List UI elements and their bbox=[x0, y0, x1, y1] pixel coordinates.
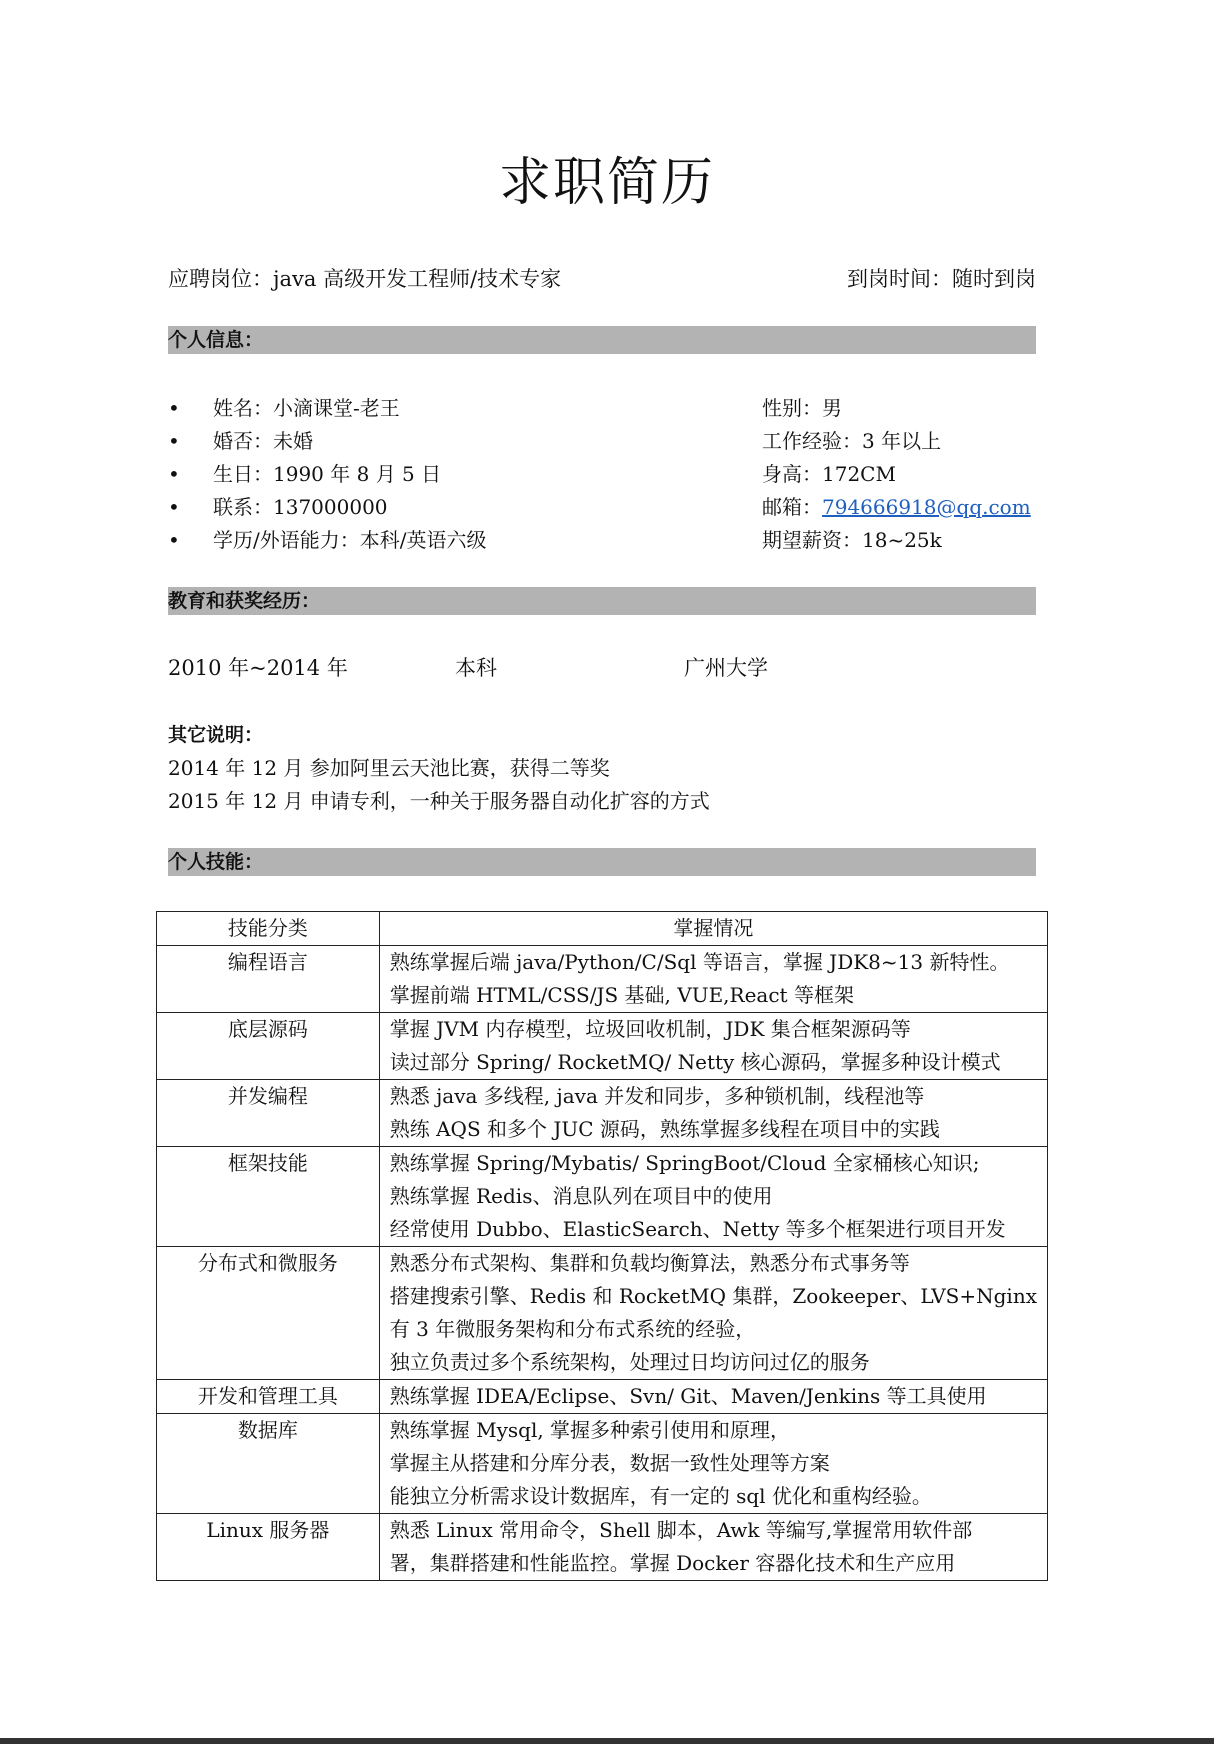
skill-category: 框架技能 bbox=[157, 1147, 380, 1247]
skill-line: 有 3 年微服务架构和分布式系统的经验， bbox=[389, 1317, 756, 1341]
other-note: 2014 年 12 月 参加阿里云天池比赛，获得二等奖 bbox=[168, 756, 610, 780]
skill-description bbox=[379, 1013, 1047, 1080]
info-experience-label: 工作经验： bbox=[762, 429, 862, 453]
skill-line: 搭建搜索引擎、Redis 和 RocketMQ 集群，Zookeeper、LVS+Nginx bbox=[389, 1284, 1037, 1308]
info-experience-value: 3 年以上 bbox=[862, 429, 942, 453]
skill-description bbox=[379, 1147, 1047, 1247]
skills-table bbox=[156, 911, 1048, 1581]
skill-description bbox=[379, 946, 1047, 1013]
bullet: • bbox=[168, 396, 180, 420]
skill-line: 掌握主从搭建和分库分表，数据一致性处理等方案 bbox=[389, 1451, 830, 1475]
education-period: 2010 年~2014 年 bbox=[168, 656, 348, 680]
skill-category: 数据库 bbox=[157, 1414, 380, 1514]
table-row bbox=[157, 1147, 1048, 1247]
skill-line: 熟悉 java 多线程, java 并发和同步，多种锁机制，线程池等 bbox=[389, 1084, 925, 1108]
page-title: 求职简历 bbox=[498, 153, 715, 213]
info-contact: 联系：137000000 bbox=[213, 495, 388, 519]
skill-line: 熟练掌握 Redis、消息队列在项目中的使用 bbox=[389, 1184, 773, 1208]
skill-category: 编程语言 bbox=[157, 946, 380, 1013]
skill-line: 熟悉 Linux 常用命令，Shell 脚本，Awk 等编写,掌握常用软件部 bbox=[389, 1518, 973, 1542]
info-gender bbox=[762, 392, 842, 425]
info-row-marital bbox=[168, 425, 1036, 458]
info-gender-value: 男 bbox=[822, 396, 842, 420]
bullet: • bbox=[168, 528, 180, 552]
info-height-label: 身高： bbox=[762, 462, 822, 486]
header-proficiency: 掌握情况 bbox=[379, 912, 1047, 946]
job-target: 应聘岗位：java 高级开发工程师/技术专家 bbox=[168, 267, 562, 291]
skill-line: 熟练 AQS 和多个 JUC 源码，熟练掌握多线程在项目中的实践 bbox=[389, 1117, 940, 1141]
personal-info-list bbox=[168, 392, 1036, 557]
info-experience bbox=[762, 425, 941, 458]
table-row bbox=[157, 1080, 1048, 1147]
bullet: • bbox=[168, 462, 180, 486]
bullet: • bbox=[168, 495, 180, 519]
skill-category: 分布式和微服务 bbox=[157, 1247, 380, 1380]
info-marital: 婚否：未婚 bbox=[213, 429, 313, 453]
table-row bbox=[157, 946, 1048, 1013]
email-link[interactable]: 794666918@qq.com bbox=[822, 495, 1031, 519]
skill-description bbox=[379, 1380, 1047, 1414]
header-category: 技能分类 bbox=[157, 912, 380, 946]
page-bottom-bar bbox=[0, 1738, 1214, 1744]
skill-line: 熟练掌握 Mysql, 掌握多种索引使用和原理， bbox=[389, 1418, 791, 1442]
skill-line: 熟练掌握 Spring/Mybatis/ SpringBoot/Cloud 全家桶核心知识; bbox=[389, 1151, 980, 1175]
info-salary-label: 期望薪资： bbox=[762, 528, 862, 552]
info-height-value: 172CM bbox=[822, 462, 896, 486]
info-row-birthday bbox=[168, 458, 1036, 491]
table-row bbox=[157, 1514, 1048, 1581]
table-row bbox=[157, 1414, 1048, 1514]
table-row bbox=[157, 1380, 1048, 1414]
info-email-label: 邮箱： bbox=[762, 495, 822, 519]
table-row bbox=[157, 1247, 1048, 1380]
info-row-contact bbox=[168, 491, 1036, 524]
skill-line: 读过部分 Spring/ RocketMQ/ Netty 核心源码，掌握多种设计模式 bbox=[389, 1050, 1001, 1074]
info-row-education bbox=[168, 524, 1036, 557]
info-education: 学历/外语能力：本科/英语六级 bbox=[213, 528, 487, 552]
skill-description bbox=[379, 1247, 1047, 1380]
skill-line: 署，集群搭建和性能监控。掌握 Docker 容器化技术和生产应用 bbox=[389, 1551, 956, 1575]
skill-description bbox=[379, 1080, 1047, 1147]
other-note: 2015 年 12 月 申请专利，一种关于服务器自动化扩容的方式 bbox=[168, 789, 710, 813]
skill-line: 熟悉分布式架构、集群和负载均衡算法，熟悉分布式事务等 bbox=[389, 1251, 910, 1275]
skill-line: 掌握 JVM 内存模型，垃圾回收机制，JDK 集合框架源码等 bbox=[389, 1017, 911, 1041]
section-education: 教育和获奖经历： bbox=[168, 587, 1036, 615]
info-salary-value: 18~25k bbox=[862, 528, 942, 552]
table-row bbox=[157, 1013, 1048, 1080]
section-skills: 个人技能： bbox=[168, 848, 1036, 876]
info-name: 姓名：小滴课堂-老王 bbox=[213, 396, 400, 420]
bullet: • bbox=[168, 429, 180, 453]
skill-category: 并发编程 bbox=[157, 1080, 380, 1147]
info-salary bbox=[762, 524, 942, 557]
skill-line: 掌握前端 HTML/CSS/JS 基础, VUE,React 等框架 bbox=[389, 983, 854, 1007]
skill-line: 能独立分析需求设计数据库，有一定的 sql 优化和重构经验。 bbox=[389, 1484, 932, 1508]
info-height bbox=[762, 458, 896, 491]
info-birthday: 生日：1990 年 8 月 5 日 bbox=[213, 462, 442, 486]
section-personal-info: 个人信息： bbox=[168, 326, 1036, 354]
info-gender-label: 性别： bbox=[762, 396, 822, 420]
skill-line: 熟练掌握 IDEA/Eclipse、Svn/ Git、Maven/Jenkins 等工具使用 bbox=[389, 1384, 987, 1408]
availability: 到岗时间：随时到岗 bbox=[847, 267, 1036, 291]
table-header-row bbox=[157, 912, 1048, 946]
skill-category: 开发和管理工具 bbox=[157, 1380, 380, 1414]
skill-description bbox=[379, 1414, 1047, 1514]
skill-category: 底层源码 bbox=[157, 1013, 380, 1080]
education-degree: 本科 bbox=[455, 656, 497, 680]
other-notes-title: 其它说明： bbox=[168, 724, 264, 746]
education-school: 广州大学 bbox=[684, 656, 768, 680]
info-row-name bbox=[168, 392, 1036, 425]
skill-line: 熟练掌握后端 java/Python/C/Sql 等语言，掌握 JDK8~13 新特性。 bbox=[389, 950, 1010, 974]
skill-description bbox=[379, 1514, 1047, 1581]
info-email bbox=[762, 491, 1031, 524]
skill-category: Linux 服务器 bbox=[157, 1514, 380, 1581]
skill-line: 经常使用 Dubbo、ElasticSearch、Netty 等多个框架进行项目开发 bbox=[389, 1217, 1006, 1241]
skill-line: 独立负责过多个系统架构，处理过日均访问过亿的服务 bbox=[389, 1350, 870, 1374]
